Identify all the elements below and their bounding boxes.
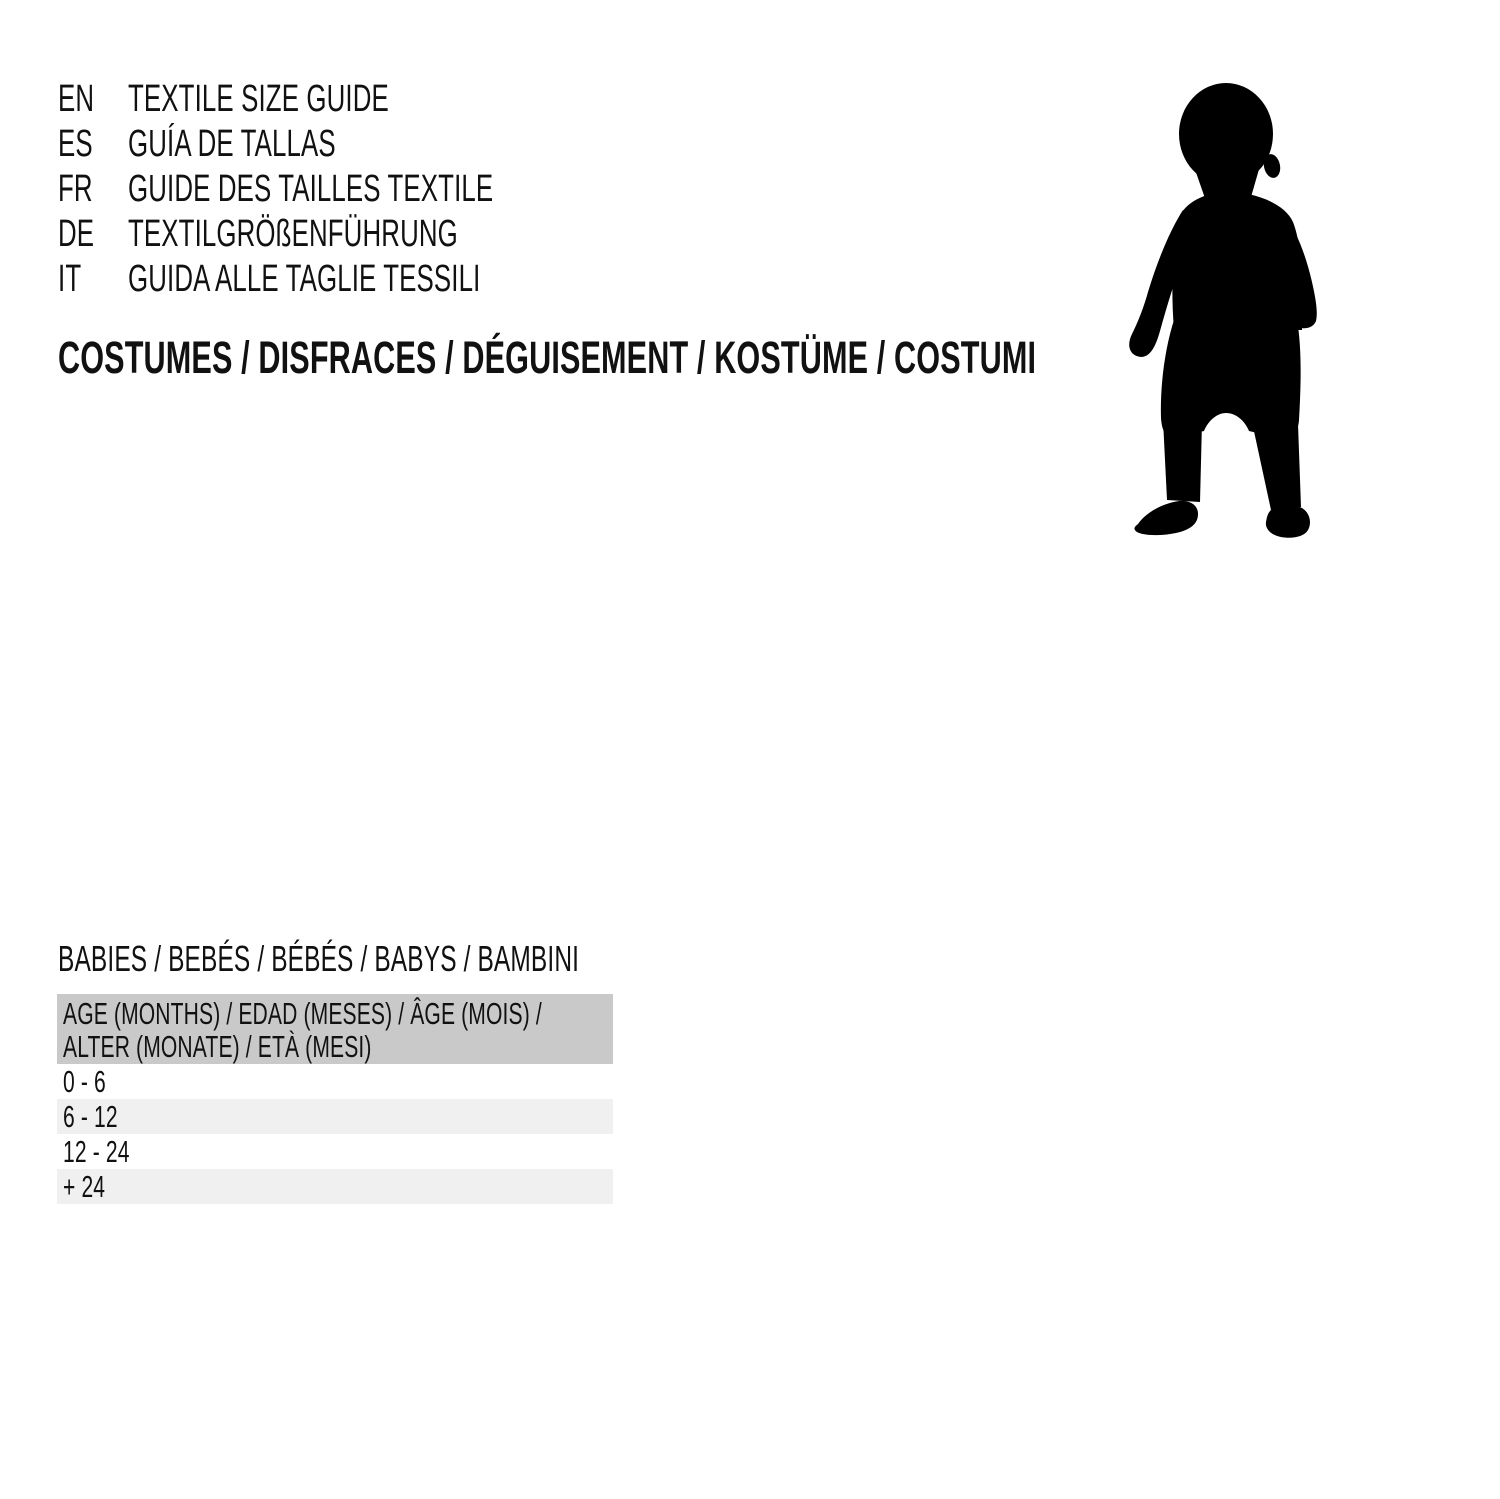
language-guide-title: GUÍA DE TALLAS — [128, 123, 336, 165]
silhouette-right-foot — [1266, 506, 1310, 538]
babies-age-table — [57, 994, 613, 1204]
language-code: EN — [58, 78, 95, 120]
section-title-babies: BABIES / BEBÉS / BÉBÉS / BABYS / BAMBINI — [58, 938, 580, 979]
language-code: DE — [58, 213, 95, 255]
language-row — [58, 77, 665, 122]
language-guide-title: TEXTILGRÖßENFÜHRUNG — [128, 213, 458, 255]
language-row — [58, 122, 665, 167]
baby-silhouette-shape — [1129, 83, 1317, 538]
language-row — [58, 212, 665, 257]
age-range-value: 12 - 24 — [63, 1134, 130, 1169]
language-guide-title: GUIDE DES TAILLES TEXTILE — [128, 168, 494, 210]
language-code: IT — [58, 258, 82, 300]
language-row — [58, 167, 665, 212]
age-range-value: + 24 — [63, 1169, 106, 1204]
age-table-header — [57, 994, 613, 1064]
age-table-header-line-1: AGE (MONTHS) / EDAD (MESES) / ÂGE (MOIS) / — [63, 996, 542, 1031]
age-range-value: 6 - 12 — [63, 1099, 118, 1134]
age-table-row — [57, 1134, 613, 1169]
language-title-list — [58, 77, 665, 302]
language-row — [58, 257, 665, 302]
category-title: COSTUMES / DISFRACES / DÉGUISEMENT / KOSTÜME / COSTUMI — [58, 332, 1037, 383]
silhouette-shorts — [1161, 320, 1301, 439]
language-code: FR — [58, 168, 93, 210]
age-range-value: 0 - 6 — [63, 1064, 106, 1099]
language-code: ES — [58, 123, 93, 165]
silhouette-left-foot — [1134, 501, 1198, 535]
baby-silhouette-icon — [1122, 80, 1317, 540]
age-table-row — [57, 1064, 613, 1099]
age-table-row — [57, 1099, 613, 1134]
language-guide-title: GUIDA ALLE TAGLIE TESSILI — [128, 258, 481, 300]
age-table-row — [57, 1169, 613, 1204]
silhouette-right-leg — [1252, 422, 1301, 510]
language-guide-title: TEXTILE SIZE GUIDE — [128, 78, 389, 120]
age-table-header-line-2: ALTER (MONATE) / ETÀ (MESI) — [63, 1029, 372, 1064]
silhouette-left-leg — [1163, 420, 1202, 502]
